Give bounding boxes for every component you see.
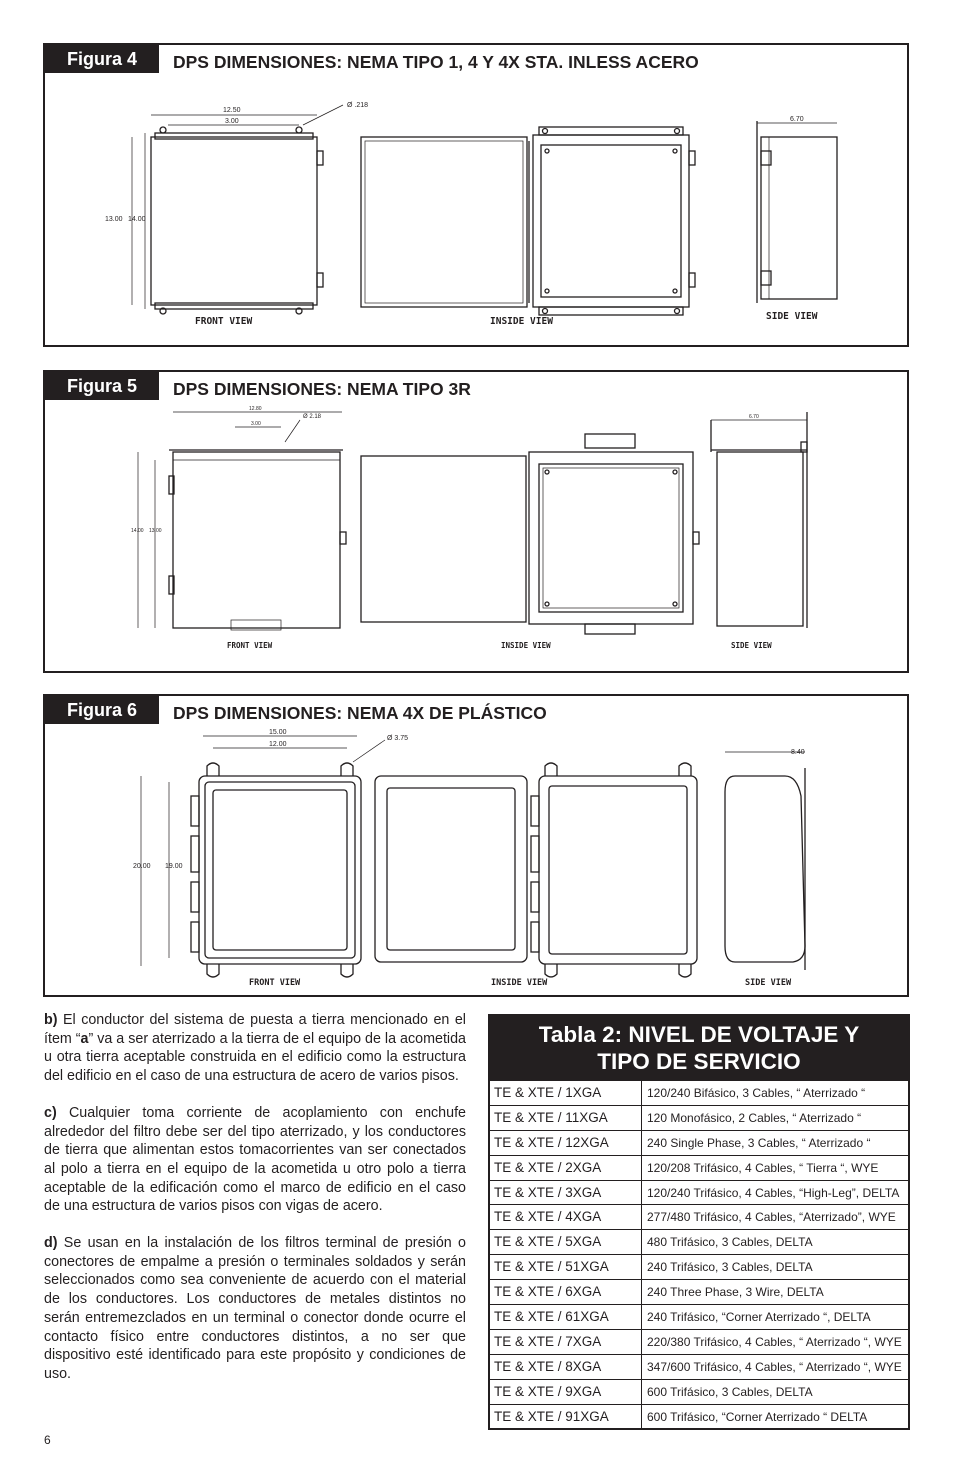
- dim-hole: Ø 3.75: [387, 735, 409, 742]
- figure-4: [43, 43, 909, 347]
- service-cell: 277/480 Trifásico, 4 Cables, “Aterrizado”, WYE: [647, 1210, 896, 1225]
- side-view-label: SIDE VIEW: [766, 311, 818, 322]
- model-cell: TE & XTE / 2XGA: [490, 1156, 642, 1180]
- table-row: [490, 1379, 908, 1404]
- dim-height-inner: 14.00: [128, 216, 146, 223]
- enclosure-drawing: [45, 45, 907, 345]
- page-number: 6: [44, 1433, 51, 1447]
- enclosure-drawing: [45, 372, 907, 671]
- dim-depth: 8.40: [791, 749, 805, 756]
- voltage-service-table: [488, 1014, 910, 1430]
- figure-tag: Figura 4: [45, 45, 159, 73]
- model-cell: TE & XTE / 9XGA: [490, 1380, 642, 1404]
- table-row: [490, 1229, 908, 1254]
- service-cell: 240 Trifásico, “Corner Aterrizado “, DELTA: [647, 1310, 871, 1325]
- figure-title: DPS DIMENSIONES: NEMA 4X DE PLÁSTICO: [173, 703, 547, 723]
- table-row: [490, 1155, 908, 1180]
- model-cell: TE & XTE / 3XGA: [490, 1181, 642, 1205]
- table-row: [490, 1329, 908, 1354]
- figure-5: [43, 370, 909, 673]
- body-text: [44, 1011, 466, 1402]
- table-row: [490, 1354, 908, 1379]
- front-view-label: FRONT VIEW: [249, 978, 301, 988]
- model-cell: TE & XTE / 51XGA: [490, 1255, 642, 1279]
- service-cell: 600 Trifásico, “Corner Aterrizado “ DELTA: [647, 1409, 868, 1424]
- dim-height-inner: 19.00: [165, 863, 183, 870]
- table-title: Tabla 2: NIVEL DE VOLTAJE Y TIPO DE SERVICIO: [490, 1016, 908, 1080]
- table-row: [490, 1304, 908, 1329]
- service-cell: 480 Trifásico, 3 Cables, DELTA: [647, 1235, 813, 1250]
- model-cell: TE & XTE / 61XGA: [490, 1305, 642, 1329]
- figure-tag: Figura 6: [45, 696, 159, 724]
- dim-depth: 6.70: [790, 116, 804, 123]
- service-cell: 120/240 Bifásico, 3 Cables, “ Aterrizado “: [647, 1086, 866, 1100]
- inside-view-label: INSIDE VIEW: [490, 316, 553, 327]
- service-cell: 347/600 Trifásico, 4 Cables, “ Aterrizado “, WYE: [647, 1359, 902, 1374]
- dim-height-outer: 20.00: [133, 863, 151, 870]
- dim-height-outer: 13.00: [105, 216, 123, 223]
- figure-6: [43, 694, 909, 997]
- service-cell: 600 Trifásico, 3 Cables, DELTA: [647, 1384, 813, 1399]
- model-cell: TE & XTE / 7XGA: [490, 1330, 642, 1354]
- model-cell: TE & XTE / 8XGA: [490, 1355, 642, 1379]
- side-view-label: SIDE VIEW: [745, 978, 792, 988]
- dim-width-outer: 15.00: [269, 729, 287, 736]
- service-cell: 120/208 Trifásico, 4 Cables, “ Tierra “, WYE: [647, 1160, 879, 1175]
- dim-height-inner: 13.00: [149, 528, 162, 534]
- table-row: [490, 1080, 908, 1105]
- service-cell: 240 Trifásico, 3 Cables, DELTA: [647, 1260, 813, 1275]
- service-cell: 120 Monofásico, 2 Cables, “ Aterrizado “: [647, 1110, 862, 1125]
- paragraph-c: c) Cualquier toma corriente de acoplamiento con enchufe alrededor del filtro debe ser del tipo aterrizado, y los conductores de tierra que alimentan estos tomacorrientes van ser conectados al polo a tierra en el equipo de la acometida u otro polo a tierra aceptable de la edificación como el marco de edificio en el caso de una estructura de varios pisos con vigas de acero.: [44, 1104, 466, 1215]
- dim-width-inner: 12.00: [269, 741, 287, 748]
- dim-width-outer: 12.80: [249, 406, 262, 412]
- paragraph-b: b) El conductor del sistema de puesta a tierra mencionado en el ítem “a” va a ser aterrizado a la tierra de el equipo de la acometida u otra tierra aceptable construida en el edificio como la estructura del edificio en el caso de una estructura de acero de varios pisos.: [44, 1012, 466, 1085]
- front-view-label: FRONT VIEW: [195, 316, 253, 327]
- table-row: [490, 1105, 908, 1130]
- service-cell: 120/240 Trifásico, 4 Cables, “High-Leg”, DELTA: [647, 1185, 900, 1200]
- model-cell: TE & XTE / 1XGA: [490, 1081, 642, 1105]
- table-row: [490, 1204, 908, 1229]
- model-cell: TE & XTE / 91XGA: [490, 1405, 642, 1429]
- dim-height-outer: 14.00: [131, 528, 144, 534]
- model-cell: TE & XTE / 6XGA: [490, 1280, 642, 1304]
- model-cell: TE & XTE / 4XGA: [490, 1205, 642, 1229]
- figure-title: DPS DIMENSIONES: NEMA TIPO 1, 4 Y 4X STA. INLESS ACERO: [173, 52, 699, 72]
- dim-width-inner: 3.00: [251, 421, 261, 427]
- inside-view-label: INSIDE VIEW: [501, 641, 551, 650]
- table-row: [490, 1279, 908, 1304]
- side-view-label: SIDE VIEW: [731, 641, 772, 650]
- dim-hole: Ø 2.18: [303, 414, 322, 420]
- table-row: [490, 1130, 908, 1155]
- dim-width-inner: 3.00: [225, 118, 239, 125]
- figure-tag: Figura 5: [45, 372, 159, 400]
- dim-depth: 6.70: [749, 414, 759, 420]
- figure-title: DPS DIMENSIONES: NEMA TIPO 3R: [173, 379, 471, 399]
- dim-width-outer: 12.50: [223, 107, 241, 114]
- table-row: [490, 1404, 908, 1429]
- model-cell: TE & XTE / 12XGA: [490, 1131, 642, 1155]
- inside-view-label: INSIDE VIEW: [491, 978, 548, 988]
- table-row: [490, 1180, 908, 1205]
- paragraph-d: d) Se usan en la instalación de los filtros terminal de presión o conectores de empalme a presión o terminales soldados y serán seleccionados como sea conveniente de acuerdo con el material de los conductores. Los conductores de metales distintos no serán entremezclados en un terminal o conector donde ocurre el contacto físico entre conductores distintos, a no ser que dispositivo esté identificado para este propósito y condiciones de uso.: [44, 1235, 466, 1382]
- model-cell: TE & XTE / 11XGA: [490, 1106, 642, 1130]
- enclosure-drawing: [45, 696, 907, 995]
- dim-hole: Ø .218: [347, 102, 369, 109]
- service-cell: 220/380 Trifásico, 4 Cables, “ Aterrizado “, WYE: [647, 1334, 902, 1349]
- service-cell: 240 Three Phase, 3 Wire, DELTA: [647, 1285, 824, 1300]
- service-cell: 240 Single Phase, 3 Cables, “ Aterrizado “: [647, 1135, 871, 1150]
- front-view-label: FRONT VIEW: [227, 641, 273, 650]
- table-row: [490, 1254, 908, 1279]
- model-cell: TE & XTE / 5XGA: [490, 1230, 642, 1254]
